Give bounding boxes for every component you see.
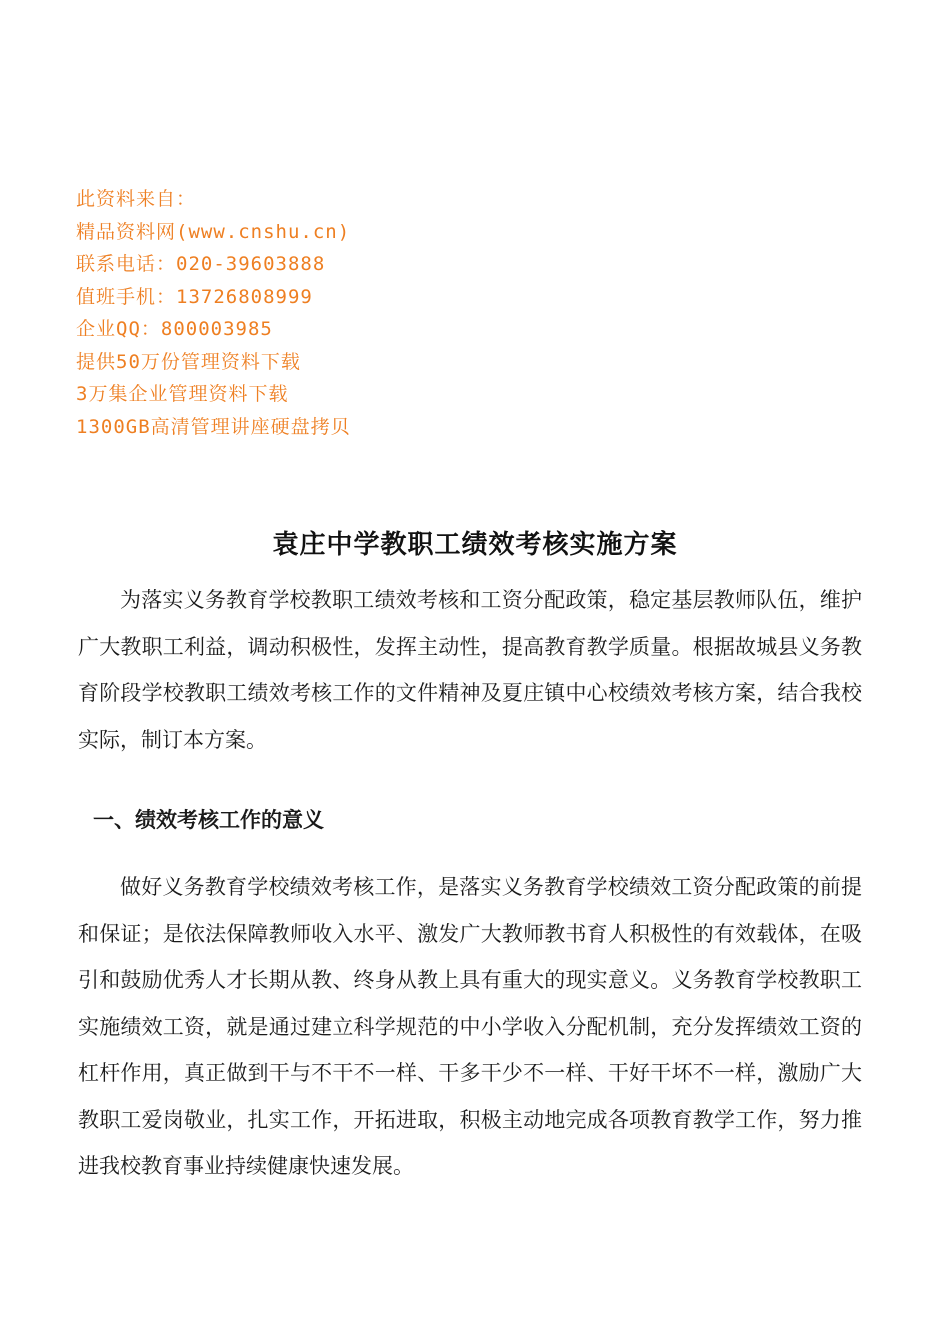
source-ad-block (76, 183, 351, 443)
ad-line-source: 此资料来自： (76, 188, 197, 210)
ad-line-phone: 联系电话：020-39603888 (76, 253, 326, 275)
ad-line-mobile: 值班手机：13726808999 (76, 285, 313, 308)
ad-line-offer-1: 提供50万份管理资料下载 (76, 350, 301, 373)
section-heading-significance: 一、绩效考核工作的意义 (93, 807, 324, 832)
ad-line-website: 精品资料网(www.cnshu.cn) (76, 220, 351, 243)
document-title: 袁庄中学教职工绩效考核实施方案 (272, 530, 678, 561)
significance-paragraph: 做好义务教育学校绩效考核工作，是落实义务教育学校绩效工资分配政策的前提和保证；是依法保障教师收入水平、激发广大教师教书育人积极性的有效载体，在吸引和鼓励优秀人才长期从教、终身从教上具有重大的现实意义。义务教育学校教职工实施绩效工资，就是通过建立科学规范的中小学收入分配机制，充分发挥绩效工资的杠杆作用，真正做到干与不干不一样、干多干少不一样、干好干坏不一样，激励广大教职工爱岗敬业，扎实工作，开拓进取，积极主动地完成各项教育教学工作，努力推进我校教育事业持续健康快速发展。 (78, 875, 862, 1178)
ad-line-qq: 企业QQ：800003985 (76, 318, 273, 340)
ad-line-offer-3: 1300GB高清管理讲座硬盘拷贝 (76, 415, 351, 438)
ad-line-offer-2: 3万集企业管理资料下载 (76, 383, 289, 405)
intro-paragraph: 为落实义务教育学校教职工绩效考核和工资分配政策，稳定基层教师队伍，维护广大教职工利益，调动积极性，发挥主动性，提高教育教学质量。根据故城县义务教育阶段学校教职工绩效考核工作的文件精神及夏庄镇中心校绩效考核方案，结合我校实际，制订本方案。 (78, 588, 862, 752)
